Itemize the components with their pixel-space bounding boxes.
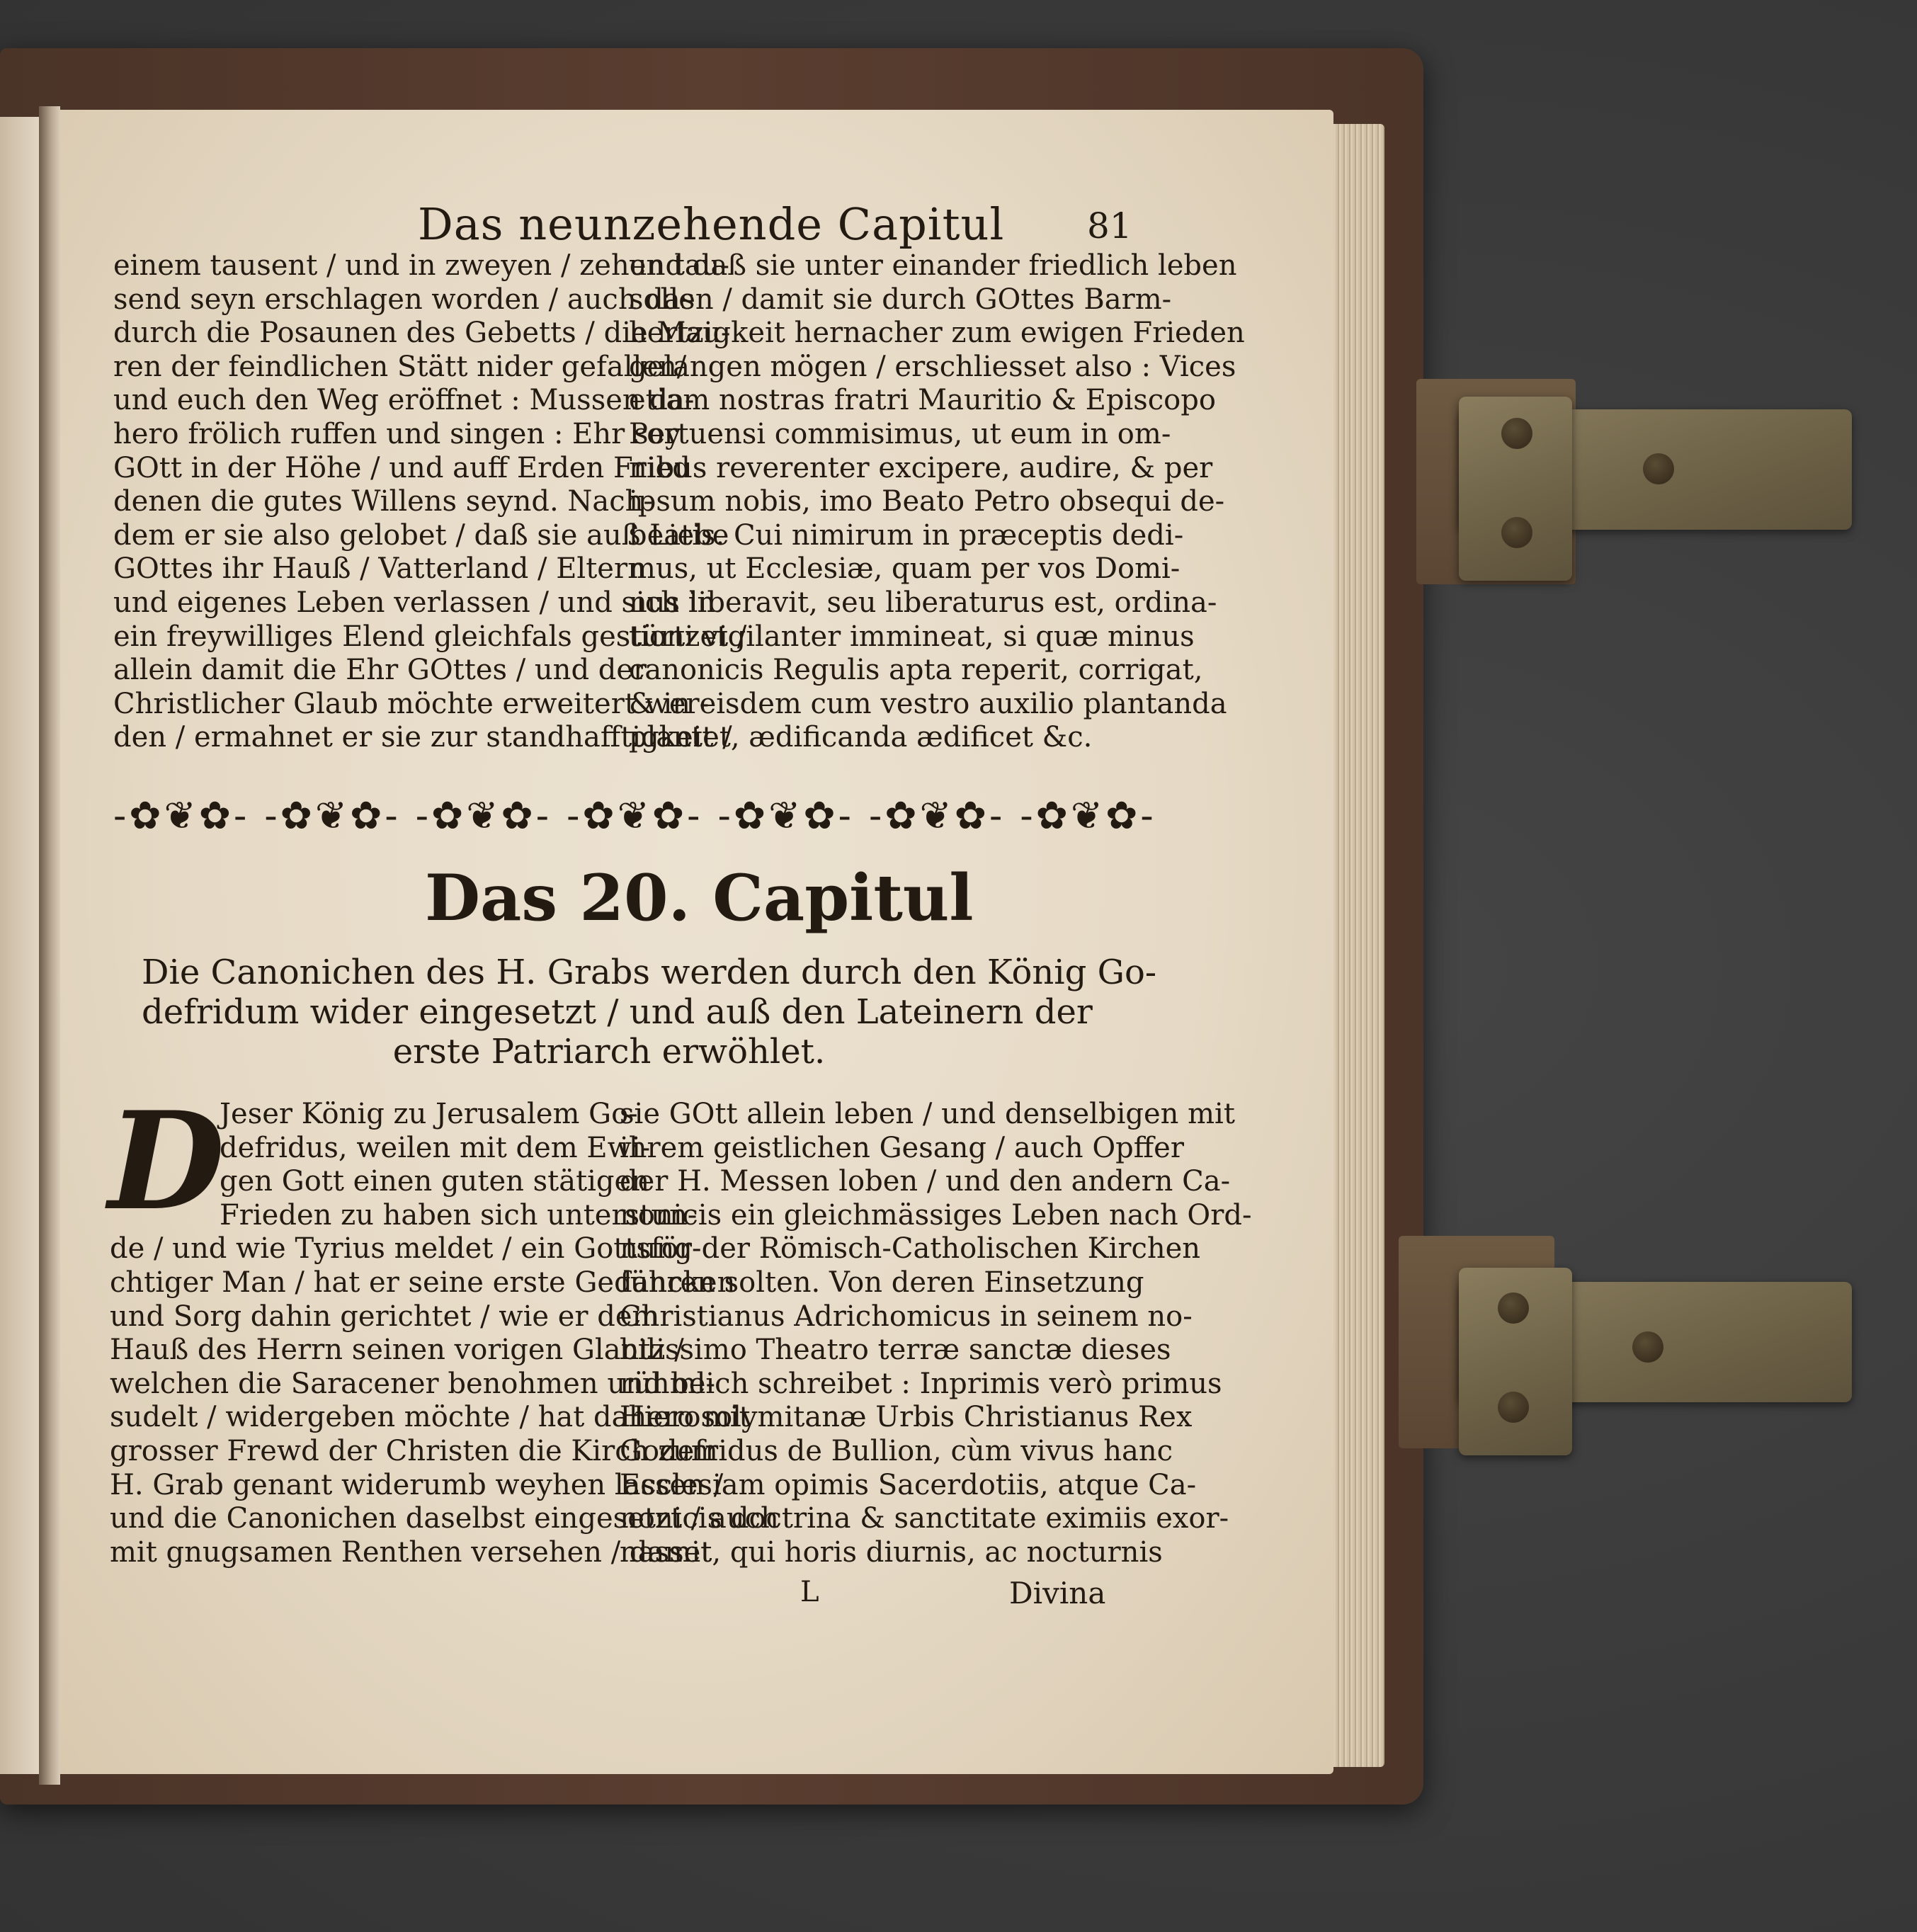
lower-clasp-rivet xyxy=(1632,1331,1663,1363)
upper-hinge-rivet-bottom xyxy=(1501,517,1532,548)
text-line: ihrem geistlichen Gesang / auch Opffer xyxy=(620,1131,1184,1164)
text-line: durch die Posaunen des Gebetts / die Mau- xyxy=(113,317,731,350)
subtitle-line: erste Patriarch erwöhlet. xyxy=(392,1032,826,1072)
text-line: gelangen mögen / erschliesset also : Vices xyxy=(629,350,1236,383)
text-line: bilissimo Theatro terræ sanctæ dieses xyxy=(620,1334,1171,1367)
text-line: send seyn erschlagen worden / auch das xyxy=(113,283,695,316)
upper-clasp-hinge xyxy=(1459,397,1572,581)
text-line: mus, ut Ecclesiæ, quam per vos Domi- xyxy=(629,552,1181,586)
text-line: de / und wie Tyrius meldet / ein Gottsför- xyxy=(110,1232,702,1266)
text-line: und daß sie unter einander friedlich leben xyxy=(629,249,1237,282)
text-line: mit gnugsamen Renthen versehen / damit xyxy=(110,1535,712,1569)
text-line: einem tausent / und in zweyen / zehen tau- xyxy=(113,249,730,282)
text-line: H. Grab genant widerumb weyhen lassen / xyxy=(110,1468,724,1501)
text-line: nus liberavit, seu liberaturus est, ordina- xyxy=(629,586,1217,619)
text-line: Godefridus de Bullion, cùm vivus hanc xyxy=(620,1434,1173,1467)
catchword: Divina xyxy=(1009,1576,1106,1610)
text-line: Portuensi commisimus, ut eum in om- xyxy=(629,417,1171,450)
top-right-column xyxy=(629,249,1245,755)
lower-hinge-rivet-bottom xyxy=(1498,1392,1529,1423)
drop-cap: D xyxy=(108,1082,225,1240)
text-line: Ecclesiam opimis Sacerdotiis, atque Ca- xyxy=(620,1468,1197,1501)
text-line: hertzigkeit hernacher zum ewigen Frieden xyxy=(629,317,1245,350)
subtitle-line: Die Canonichen des H. Grabs werden durch den König Go- xyxy=(142,953,1157,992)
text-line: ipsum nobis, imo Beato Petro obsequi de- xyxy=(629,485,1225,518)
upper-hinge-rivet-top xyxy=(1501,418,1532,449)
text-line: nasset, qui horis diurnis, ac nocturnis xyxy=(620,1535,1163,1569)
text-line: allein damit die Ehr GOttes / und der xyxy=(113,654,647,687)
text-line: und Sorg dahin gerichtet / wie er dem xyxy=(110,1300,659,1333)
text-line: Christlicher Glaub möchte erweitert wer- xyxy=(113,687,710,720)
text-line: führen solten. Von deren Einsetzung xyxy=(620,1266,1144,1299)
text-line: gen Gott einen guten stätigen xyxy=(220,1165,649,1198)
lower-clasp-hinge xyxy=(1459,1268,1572,1455)
text-line: hero frölich ruffen und singen : Ehr sey xyxy=(113,417,681,450)
text-line: plantet, ædificanda ædificet &c. xyxy=(629,721,1093,754)
chapter-subtitle xyxy=(142,953,1157,1072)
text-line: dem er sie also gelobet / daß sie auß Liebe xyxy=(113,518,729,552)
running-title: Das neunzehende Capitul xyxy=(418,198,1005,250)
bottom-left-column xyxy=(110,1098,779,1569)
text-line: chtiger Man / hat er seine erste Gedancken xyxy=(110,1266,736,1299)
text-line: der H. Messen loben / und den andern Ca- xyxy=(620,1165,1231,1198)
text-line: ein freywilliges Elend gleichfals gestürtzet / xyxy=(113,620,747,653)
text-line: denen die gutes Willens seynd. Nach- xyxy=(113,485,653,518)
text-line: GOtt in der Höhe / und auff Erden Fried xyxy=(113,451,690,484)
text-line: Hierosolymitanæ Urbis Christianus Rex xyxy=(620,1401,1193,1434)
text-line: sie GOtt allein leben / und denselbigen mit xyxy=(620,1098,1235,1130)
left-page-edge xyxy=(0,117,39,1774)
book-gutter xyxy=(39,106,60,1785)
text-line: ren der feindlichen Stätt nider gefallen/ xyxy=(113,350,687,383)
top-left-column xyxy=(113,249,747,755)
upper-clasp-rivet xyxy=(1643,453,1674,484)
text-line: und die Canonichen daselbst eingesetzt / auch xyxy=(110,1502,779,1535)
text-line: und eigenes Leben verlassen / und sich in xyxy=(113,586,716,619)
text-line: canonicis Regulis apta reperit, corrigat, xyxy=(629,654,1203,687)
lower-hinge-rivet-top xyxy=(1498,1292,1529,1324)
text-line: Christianus Adrichomicus in seinem no- xyxy=(620,1300,1193,1333)
ornament-divider: -✿❦✿- -✿❦✿- -✿❦✿- -✿❦✿- -✿❦✿- -✿❦✿- -✿❦✿- xyxy=(113,793,1156,838)
text-line: sollen / damit sie durch GOttes Barm- xyxy=(629,283,1172,316)
text-line: nibus reverenter excipere, audire, & per xyxy=(629,451,1213,484)
text-line: beatis. Cui nimirum in præceptis dedi- xyxy=(629,518,1184,552)
chapter-title: Das 20. Capitul xyxy=(425,860,974,936)
text-line: Jeser König zu Jerusalem Go- xyxy=(220,1098,638,1130)
text-line: den / ermahnet er sie zur standhafftigkeit / xyxy=(113,721,732,754)
text-line: sudelt / widergeben möchte / hat dahero mit xyxy=(110,1401,751,1434)
text-line: rühmlich schreibet : Inprimis verò primus xyxy=(620,1367,1222,1400)
page-number: 81 xyxy=(1087,205,1132,246)
text-line: grosser Frewd der Christen die Kirch zum xyxy=(110,1434,718,1467)
text-line: nung der Römisch-Catholischen Kirchen xyxy=(620,1232,1201,1266)
text-line: etiam nostras fratri Mauritio & Episcopo xyxy=(629,384,1216,417)
text-line: tioni vigilanter immineat, si quæ minus xyxy=(629,620,1195,653)
text-line: defridus, weilen mit dem Ewi- xyxy=(220,1131,651,1164)
text-line: GOttes ihr Hauß / Vatterland / Eltern xyxy=(113,552,646,586)
text-line: welchen die Saracener benohmen und be- xyxy=(110,1367,715,1400)
bottom-right-column xyxy=(620,1098,1252,1569)
text-line: nonicis doctrina & sanctitate eximiis exor- xyxy=(620,1502,1229,1535)
text-line: Hauß des Herrn seinen vorigen Glantz / xyxy=(110,1334,684,1367)
text-line: Frieden zu haben sich unterstun- xyxy=(220,1198,698,1232)
text-line: nonicis ein gleichmässiges Leben nach Ord- xyxy=(620,1198,1252,1232)
subtitle-line: defridum wider eingesetzt / und auß den Lateinern der xyxy=(142,992,1093,1032)
text-line: und euch den Weg eröffnet : Mussen da- xyxy=(113,384,695,417)
text-line: & in eisdem cum vestro auxilio plantanda xyxy=(629,687,1227,720)
signature-mark: L xyxy=(800,1576,819,1608)
